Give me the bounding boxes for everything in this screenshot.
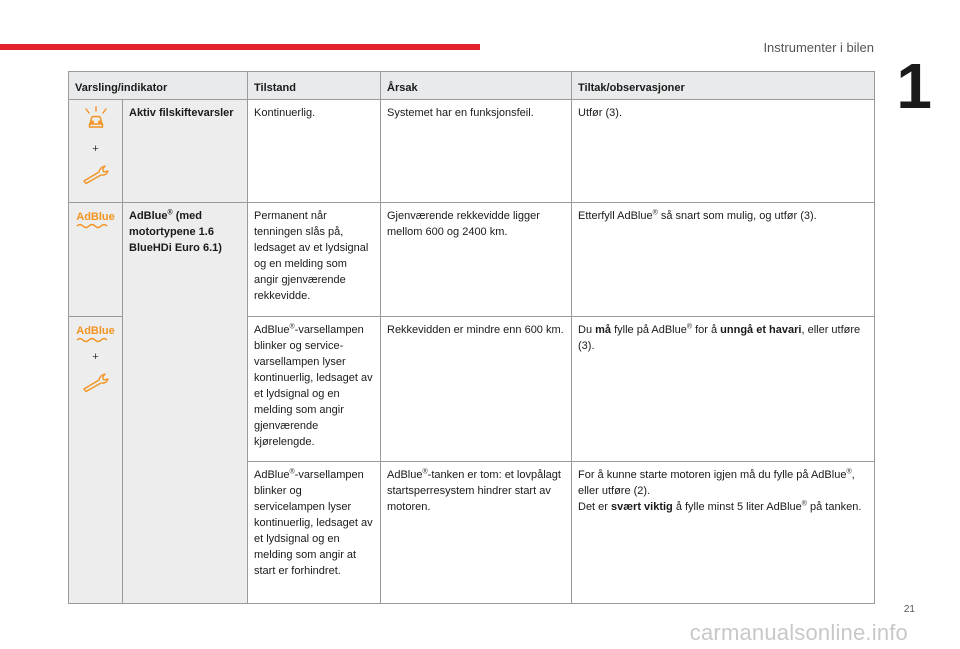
indicator-name-part: AdBlue: [129, 210, 168, 222]
text-part: , eller utføre (2).: [578, 469, 855, 497]
tilstand-cell: Permanent når tenningen slås på, ledsaget av et lydsignal og en melding som angir gjenværende rekkevidde.: [248, 203, 381, 317]
text-part: , eller utføre (3).: [578, 324, 861, 352]
indicator-icons: [69, 317, 123, 604]
text-part: å fylle minst 5 liter AdBlue: [672, 501, 802, 513]
indicator-name-part: (med motortypene 1.6 BlueHDi Euro 6.1): [129, 210, 222, 254]
text-part: Det er: [578, 501, 612, 513]
text-part: Du: [578, 324, 596, 336]
registered-mark: ®: [289, 323, 295, 331]
col-header-tiltak: Tiltak/observasjoner: [572, 72, 875, 100]
table-row: [69, 100, 875, 203]
watermark: carmanualsonline.info: [689, 620, 908, 645]
text-part: på tanken.: [806, 501, 862, 513]
adblue-icon-label: AdBlue: [76, 211, 115, 223]
indicator-icons: [69, 100, 123, 203]
text-part: AdBlue: [254, 469, 290, 481]
adblue-icon: [76, 211, 115, 229]
text-part: Etterfyll AdBlue: [578, 210, 653, 222]
text-part: For å kunne starte motoren igjen må du fylle på AdBlue: [578, 469, 847, 481]
table-header-row: [69, 72, 875, 100]
tilstand-cell: [248, 317, 381, 462]
plus-sign: +: [92, 351, 99, 363]
emphasis-text: unngå et havari: [720, 324, 802, 336]
particle-filter-icon: [83, 106, 109, 130]
emphasis-text: må: [595, 324, 612, 336]
emphasis-text: svært viktig: [611, 501, 673, 513]
adblue-icon: [76, 325, 115, 343]
arsak-cell: [381, 462, 572, 604]
indicator-name: Aktiv filskiftevarsler: [123, 100, 248, 203]
registered-mark: ®: [801, 500, 807, 508]
col-header-indicator: Varsling/indikator: [69, 72, 248, 100]
tiltak-cell: [572, 462, 875, 604]
adblue-wave-icon: [76, 337, 110, 343]
text-part: for å: [692, 324, 721, 336]
page-number: 21: [903, 604, 915, 615]
tilstand-cell: Kontinuerlig.: [248, 100, 381, 203]
registered-mark: ®: [652, 209, 658, 217]
tiltak-cell: Utfør (3).: [572, 100, 875, 203]
arsak-cell: Systemet har en funksjonsfeil.: [381, 100, 572, 203]
arsak-cell: Rekkevidden er mindre enn 600 km.: [381, 317, 572, 462]
text-part: fylle på AdBlue: [611, 324, 687, 336]
adblue-icon-label: AdBlue: [76, 325, 115, 337]
registered-mark: ®: [846, 468, 852, 476]
tiltak-cell: [572, 203, 875, 317]
registered-mark: ®: [167, 209, 173, 217]
tilstand-cell: [248, 462, 381, 604]
wrench-icon: [81, 371, 111, 393]
adblue-wave-icon: [76, 223, 110, 229]
text-part: -varsellampen blinker og service-varsellampen lyser kontinuerlig, ledsaget av et lydsignal og en melding som angir gjenværende kjørelengde.: [254, 324, 373, 448]
plus-sign: +: [92, 143, 99, 155]
wrench-icon: [81, 163, 111, 185]
arsak-cell: Gjenværende rekkevidde ligger mellom 600 og 2400 km.: [381, 203, 572, 317]
col-header-arsak: Årsak: [381, 72, 572, 100]
indicator-icons: [69, 203, 123, 317]
registered-mark: ®: [422, 468, 428, 476]
text-part: så snart som mulig, og utfør (3).: [657, 210, 817, 222]
header-red-bar: [0, 44, 480, 50]
warning-table: [68, 71, 875, 604]
col-header-tilstand: Tilstand: [248, 72, 381, 100]
indicator-name: [123, 203, 248, 604]
text-part: -tanken er tom: et lovpålagt startsperresystem hindrer start av motoren.: [387, 469, 561, 513]
chapter-number: 1: [896, 50, 932, 122]
table-row: [69, 203, 875, 317]
registered-mark: ®: [289, 468, 295, 476]
registered-mark: ®: [686, 323, 693, 331]
text-part: AdBlue: [254, 324, 290, 336]
text-part: AdBlue: [387, 469, 423, 481]
text-part: -varsellampen blinker og servicelampen lyser kontinuerlig, ledsaget av et lydsignal og en melding som angir at start er forhindret.: [254, 469, 373, 577]
tiltak-cell: [572, 317, 875, 462]
section-title: Instrumenter i bilen: [763, 40, 874, 55]
